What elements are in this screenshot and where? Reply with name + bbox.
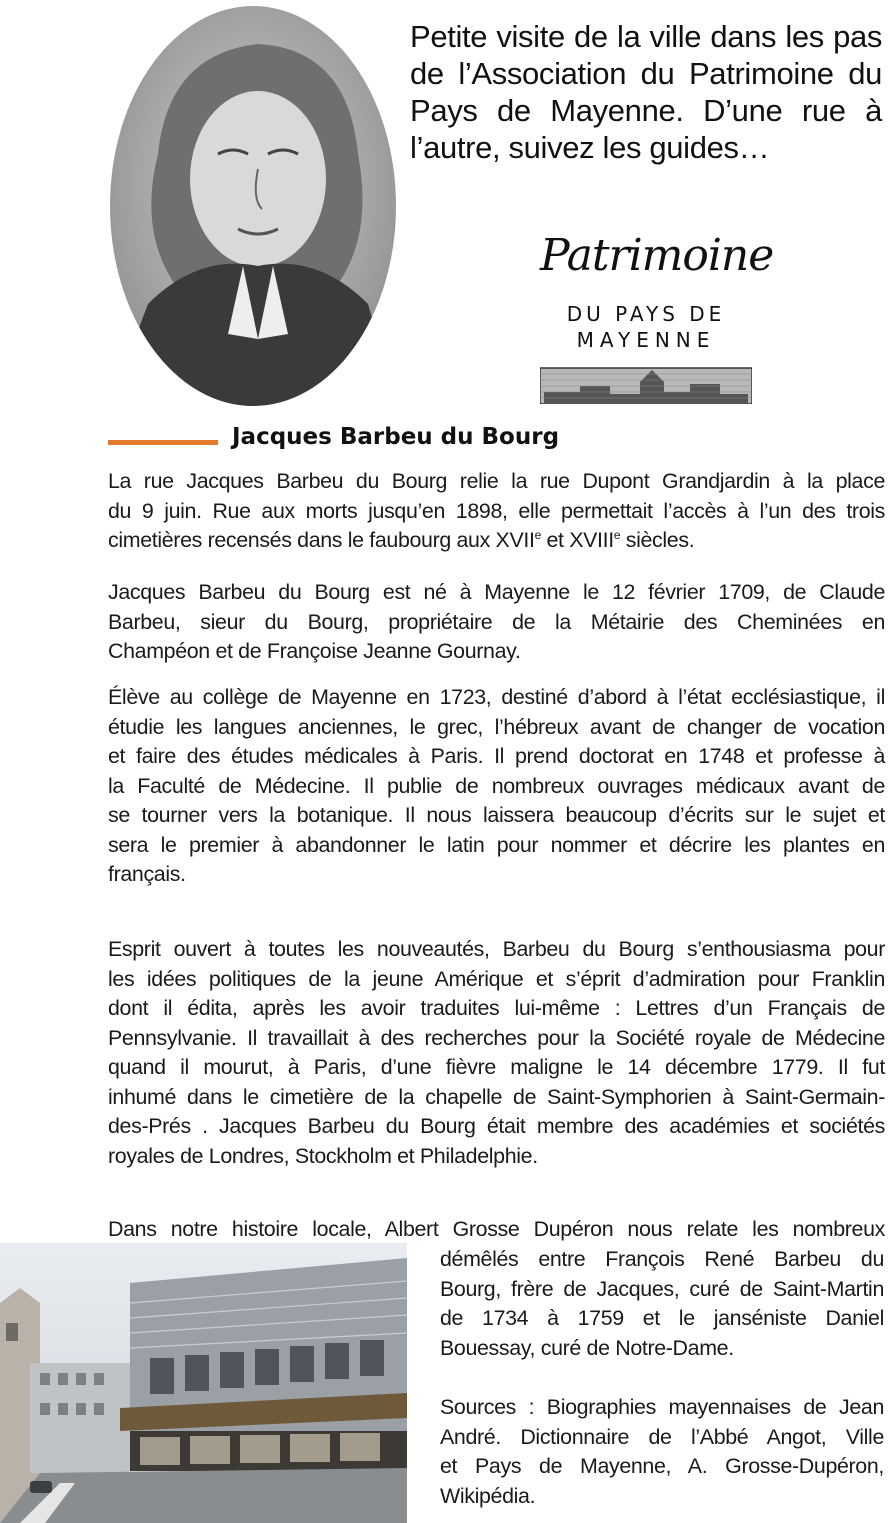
- text-line: sera le premier à abandonner le latin pour nommer et décrire les plantes en: [108, 832, 885, 857]
- paragraph-5: [108, 1215, 885, 1245]
- intro-paragraph: [410, 18, 882, 166]
- text-line: Sources : Biographies mayennaises de Jean: [440, 1395, 884, 1419]
- text-line: Bourg, frère de Jacques, curé de Saint-Martin: [440, 1276, 884, 1301]
- paragraph-4: [108, 935, 885, 1171]
- heading-accent-bar: [108, 440, 218, 445]
- logo-script-text: Patrimoine: [540, 230, 774, 281]
- sources-paragraph: [440, 1393, 884, 1511]
- paragraph-1: [108, 467, 885, 556]
- text-line: Élève au collège de Mayenne en 1723, destiné d’abord à l’état ecclésiastique, il: [108, 685, 885, 709]
- intro-line: Pays de Mayenne. D’une rue à: [410, 93, 882, 128]
- intro-line: de l’Association du Patrimoine du: [410, 56, 882, 91]
- section-heading: Jacques Barbeu du Bourg: [232, 424, 560, 450]
- text-line: La rue Jacques Barbeu du Bourg relie la rue Dupont Grandjardin à la place: [108, 469, 885, 493]
- text-line: Bouessay, curé de Notre-Dame.: [440, 1335, 734, 1360]
- text-line: Dans notre histoire locale, Albert Grosse Dupéron nous relate les nombreux: [108, 1217, 885, 1241]
- text-line: les idées politiques de la jeune Amérique et s’éprit d’admiration pour Franklin: [108, 966, 885, 991]
- paragraph-2: [108, 578, 885, 667]
- paragraph-3: [108, 683, 885, 890]
- text-line: quand il mourut, à Paris, d’une fièvre maligne le 14 décembre 1779. Il fut: [108, 1055, 885, 1079]
- text-line: et Pays de Mayenne, A. Grosse-Dupéron,: [440, 1454, 884, 1478]
- town-skyline-icon: [540, 362, 752, 404]
- text-line: du 9 juin. Rue aux morts jusqu’en 1898, elle permettait l’accès à l’un des trois: [108, 498, 885, 523]
- text-line: des-Prés . Jacques Barbeu du Bourg était membre des académies et sociétés: [108, 1114, 885, 1138]
- text-line: Barbeu, sieur du Bourg, propriétaire de la Métairie des Cheminées en: [108, 609, 885, 634]
- text-line: de 1734 à 1759 et le janséniste Daniel: [440, 1306, 884, 1330]
- street-photo: [0, 1243, 407, 1523]
- intro-line: l’autre, suivez les guides…: [410, 130, 770, 165]
- portrait-engraving: [108, 4, 398, 409]
- text-line: dont il édita, après les avoir traduites lui-même : Lettres d’un Français de: [108, 996, 885, 1020]
- text-line: démêlés entre François René Barbeu du: [440, 1247, 884, 1271]
- text-line: se tourner vers la botanique. Il nous laissera beaucoup d’écrits sur le sujet et: [108, 803, 885, 827]
- text-line: Wikipédia.: [440, 1483, 536, 1508]
- paragraph-5-continued: [440, 1245, 884, 1363]
- logo-line-1: DU PAYS DE: [566, 302, 726, 326]
- text-line: français.: [108, 862, 186, 886]
- text-line: André. Dictionnaire de l’Abbé Angot, Ville: [440, 1424, 884, 1449]
- text-line: Jacques Barbeu du Bourg est né à Mayenne le 12 février 1709, de Claude: [108, 580, 885, 604]
- intro-line: Petite visite de la ville dans les pas: [410, 19, 882, 54]
- text-line: étudie les langues anciennes, le grec, l’hébreux avant de changer de vocation: [108, 714, 885, 739]
- logo-line-2: MAYENNE: [576, 328, 716, 352]
- text-line: la Faculté de Médecine. Il publie de nombreux ouvrages médicaux avant de: [108, 773, 885, 798]
- text-line: Champéon et de Françoise Jeanne Gournay.: [108, 639, 521, 663]
- text-line: royales de Londres, Stockholm et Philadelphie.: [108, 1143, 538, 1168]
- text-line: Esprit ouvert à toutes les nouveautés, Barbeu du Bourg s’enthousiasma pour: [108, 937, 885, 961]
- text-line: cimetières recensés dans le faubourg aux XVIIe et XVIIIe siècles.: [108, 527, 695, 552]
- text-line: inhumé dans le cimetière de la chapelle de Saint-Symphorien à Saint-Germain-: [108, 1084, 885, 1109]
- text-line: Pennsylvanie. Il travaillait à des recherches pour la Société royale de Médecine: [108, 1025, 885, 1050]
- patrimoine-logo: [540, 228, 774, 404]
- text-line: et faire des études médicales à Paris. Il prend doctorat en 1748 et professe à: [108, 744, 885, 768]
